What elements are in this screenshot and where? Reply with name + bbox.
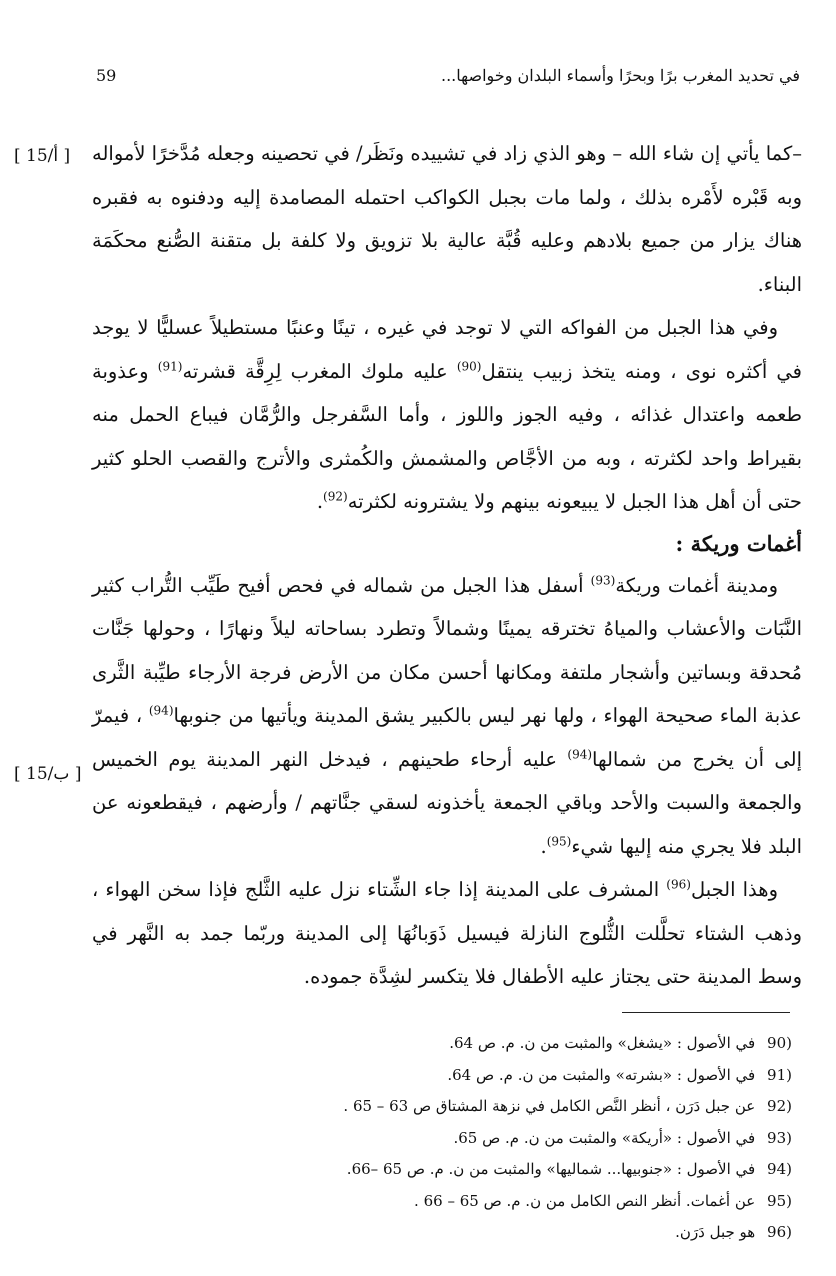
footnote-marker: (95) [546, 834, 572, 848]
paragraph-text: المشرف على المدينة إذا جاء الشِّتاء نزل عليه الثَّلج فإذا سخن الهواء ، وذهب الشتاء تحلَّلت الثُّلوج النازلة فيسيل ذَوَبانُهَا إلى المدينة وربّما جمد به النَّهر في وسط المدينة حتى يجتاز عليه الأطفال فلا يتكسر لشِدَّة جموده. [92, 878, 802, 988]
paragraph-text: . [540, 834, 547, 858]
paragraph-text: وفي هذا الجبل من الفواكه التي لا توجد في غيره ، تينًا وعنبًا مستطيلاً عسليًّا لا يوجد في أكثره نوى ، ومنه يتخذ زبيب ينتقل [92, 316, 802, 383]
paragraph-text: وعذوبة طعمه واعتدال غذائه ، وفيه الجوز واللوز ، وأما السَّفرجل والرُّمَّان فيباع الحمل منه بقيراط واحد لكثرته ، وبه من الأجَّاص والمشمش والكُمثرى والأترج والقصب الحلو كثير حتى أن أهل هذا الجبل لا يبيعونه بينهم ولا يشترونه لكثرته [92, 359, 802, 513]
main-text [92, 132, 802, 999]
footnote-number: (90 [767, 1034, 792, 1052]
footnote-text: في الأصول : «جنوبيها... شماليها» والمثبت من ن. م. ص 65 –66. [346, 1160, 756, 1178]
footnote-text: في الأصول : «يشغل» والمثبت من ن. م. ص 64. [449, 1034, 756, 1052]
paragraph-text: ، فيمرّ إلى أن يخرج من شمالها [92, 704, 802, 771]
footnotes [260, 1028, 792, 1249]
footnote-marker: (94) [148, 703, 174, 718]
manuscript-folio-ref: [ 15/أ ] [14, 146, 71, 166]
footnote [260, 1091, 792, 1123]
footnote-marker: (94) [567, 747, 593, 761]
paragraph-text: –كما يأتي إن شاء الله – وهو الذي زاد في تشييده ونَظَر/ في تحصينه وجعله مُدَّخرًا لأمواله وبه قَبْره لأَمْره بذلك ، ولما مات بجبل الكواكب احتمله المصامدة إليه ودفنوه به فقبره هناك يزار من جميع بلادهم وعليه قُبَّة عالية بلا تزويق ولا كلفة بل متقنة الصُّنع محكَمَة البناء. [92, 142, 802, 296]
footnote-number: (93 [767, 1128, 792, 1147]
footnote-text: عن جبل دَرَن ، أنظر النَّص الكامل في نزهة المشتاق ص 63 – 65 . [343, 1097, 756, 1115]
footnote-number: (91 [767, 1065, 792, 1084]
paragraph [92, 564, 802, 869]
footnote-number: (94 [767, 1160, 792, 1178]
paragraph [92, 132, 802, 306]
paragraph-text: عليه أرحاء طحينهم ، فيدخل النهر المدينة يوم الخميس والجمعة والسبت والأحد وباقي الجمعة يأخذونه لسقي جنَّاتهم / وأرضهم ، فيقطعونه عن البلد فلا يجري منه إليها شيء [92, 747, 802, 858]
footnote [260, 1123, 792, 1155]
footnote-divider [622, 1012, 790, 1013]
footnote-number: (95 [767, 1191, 792, 1210]
paragraph-text: . [316, 490, 324, 513]
page-number: 59 [96, 66, 117, 85]
running-title: في تحديد المغرب برًا وبحرًا وأسماء البلدان وخواصها... [441, 66, 800, 85]
footnote-text: في الأصول : «أريكة» والمثبت من ن. م. ص 65. [453, 1128, 756, 1147]
footnote [260, 1060, 792, 1092]
footnote-marker: (96) [666, 877, 691, 892]
footnote-marker: (93) [590, 573, 616, 587]
paragraph [92, 306, 802, 524]
footnote-number: (92 [767, 1097, 792, 1115]
paragraph-text: عليه ملوك المغرب لِرِقَّة قشرته [182, 359, 457, 383]
paragraph-text: أسفل هذا الجبل من شماله في فحص أفيح طَيِّب التُّراب كثير النَّبَات والأعشاب والمياهُ تخترقه يمينًا وشمالاً وتطرد بساحاته ليلاً ونهارًا ، وحولها جَنَّات مُحدقة وبساتين وأشجار ملتفة ومكانها أحسن مكان من الأرض فرجة الأرجاء طيِّبة الثَّرى عذبة الماء صحيحة الهواء ، ولها نهر ليس بالكبير يشق المدينة ويأتيها من جنوبها [92, 573, 802, 727]
paragraph-text: وهذا الجبل [690, 878, 778, 901]
footnote-text: عن أغمات. أنظر النص الكامل من ن. م. ص 65 – 66 . [414, 1191, 756, 1210]
paragraph [92, 868, 802, 999]
footnote [260, 1186, 792, 1218]
section-heading: أغمات وريكة : [675, 530, 802, 556]
footnote [260, 1028, 792, 1060]
footnote-text: في الأصول : «بشرته» والمثبت من ن. م. ص 64. [447, 1065, 756, 1084]
footnote [260, 1217, 792, 1249]
paragraph-text: ومدينة أغمات وريكة [615, 573, 779, 597]
footnote-number: (96 [767, 1223, 792, 1241]
footnote-marker: (91) [157, 359, 183, 373]
footnote-marker: (92) [323, 489, 348, 504]
footnote-marker: (90) [456, 359, 482, 373]
footnote [260, 1154, 792, 1186]
footnote-text: هو جبل دَرَن. [675, 1223, 756, 1241]
running-header [96, 62, 800, 94]
manuscript-folio-ref: [ 15/ب ] [14, 764, 82, 784]
